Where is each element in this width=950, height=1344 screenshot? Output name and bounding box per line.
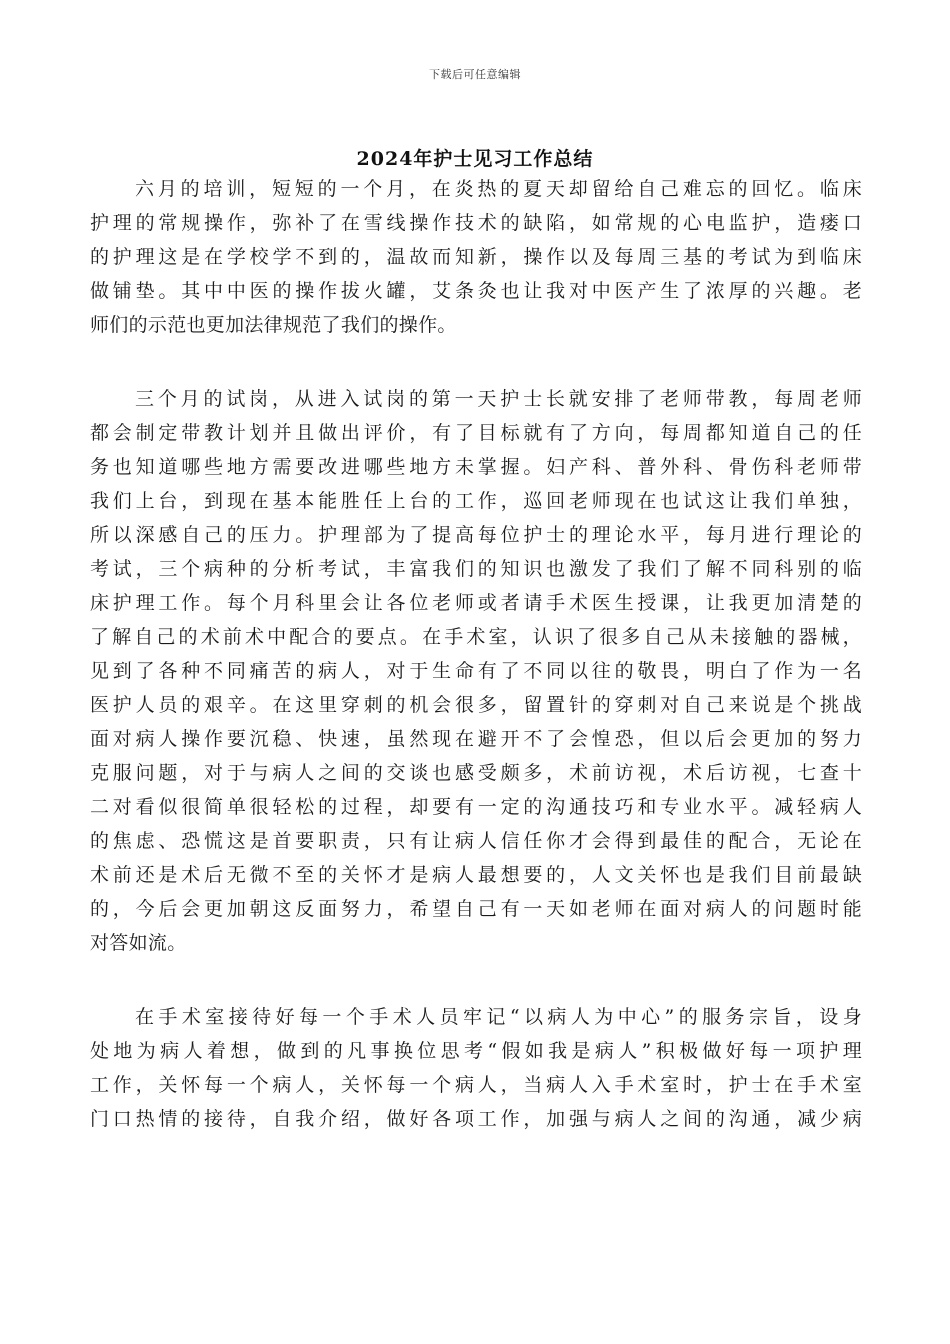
text-line: 的，今后会更加朝这反面努力，希望自己有一天如老师在面对病人的问题时能 — [90, 898, 862, 920]
text-line: 所以深感自己的压力。护理部为了提高每位护士的理论水平，每月进行理论的 — [90, 524, 862, 546]
text-line: 床护理工作。每个月科里会让各位老师或者请手术医生授课，让我更加清楚的 — [90, 592, 862, 614]
text-line: 医护人员的艰辛。在这里穿刺的机会很多，留置针的穿刺对自己来说是个挑战 — [90, 694, 862, 716]
text-line: 面对病人操作要沉稳、快速，虽然现在避开不了会惶恐，但以后会更加的努力 — [90, 728, 862, 750]
document-title: 2024年护士见习工作总结 — [356, 148, 594, 170]
text-line: 工作，关怀每一个病人，关怀每一个病人，当病人入手术室时，护士在手术室 — [90, 1074, 862, 1096]
text-line: 师们的示范也更加法律规范了我们的操作。 — [90, 314, 457, 336]
text-line: 护理的常规操作，弥补了在雪线操作技术的缺陷，如常规的心电监护，造瘘口 — [90, 212, 862, 234]
text-line: 务也知道哪些地方需要改进哪些地方未掌握。妇产科、普外科、骨伤科老师带 — [90, 456, 862, 478]
text-line: 做铺垫。其中中医的操作拔火罐，艾条灸也让我对中医产生了浓厚的兴趣。老 — [90, 280, 862, 302]
page-header-note: 下载后可任意编辑 — [429, 68, 521, 81]
text-line: 考试，三个病种的分析考试，丰富我们的知识也激发了我们了解不同科别的临 — [90, 558, 862, 580]
paragraph-3 — [90, 1000, 862, 1136]
text-line: 都会制定带教计划并且做出评价，有了目标就有了方向，每周都知道自己的任 — [90, 422, 862, 444]
text-line: 的焦虑、恐慌这是首要职责，只有让病人信任你才会得到最佳的配合，无论在 — [90, 830, 862, 852]
text-line: 的护理这是在学校学不到的，温故而知新，操作以及每周三基的考试为到临床 — [90, 246, 862, 268]
text-line: 在手术室接待好每一个手术人员牢记“以病人为中心”的服务宗旨，设身 — [135, 1006, 862, 1028]
text-line: 克服问题，对于与病人之间的交谈也感受颇多，术前访视，术后访视，七查十 — [90, 762, 862, 784]
text-line: 了解自己的术前术中配合的要点。在手术室，认识了很多自己从未接触的器械， — [90, 626, 862, 648]
text-line: 门口热情的接待，自我介绍，做好各项工作，加强与病人之间的沟通，减少病 — [90, 1108, 862, 1130]
text-line: 三个月的试岗，从进入试岗的第一天护士长就安排了老师带教，每周老师 — [135, 388, 862, 410]
text-line: 对答如流。 — [90, 932, 187, 954]
text-line: 处地为病人着想，做到的凡事换位思考“假如我是病人”积极做好每一项护理 — [90, 1040, 862, 1062]
text-line: 我们上台，到现在基本能胜任上台的工作，巡回老师现在也试这让我们单独， — [90, 490, 862, 512]
text-line: 二对看似很简单很轻松的过程，却要有一定的沟通技巧和专业水平。减轻病人 — [90, 796, 862, 818]
paragraph-2 — [90, 382, 862, 960]
text-line: 见到了各种不同痛苦的病人，对于生命有了不同以往的敬畏，明白了作为一名 — [90, 660, 862, 682]
text-line: 术前还是术后无微不至的关怀才是病人最想要的，人文关怀也是我们目前最缺 — [90, 864, 862, 886]
document-body — [90, 172, 862, 1176]
text-line: 六月的培训，短短的一个月，在炎热的夏天却留给自己难忘的回忆。临床 — [135, 178, 862, 200]
paragraph-1 — [90, 172, 862, 342]
